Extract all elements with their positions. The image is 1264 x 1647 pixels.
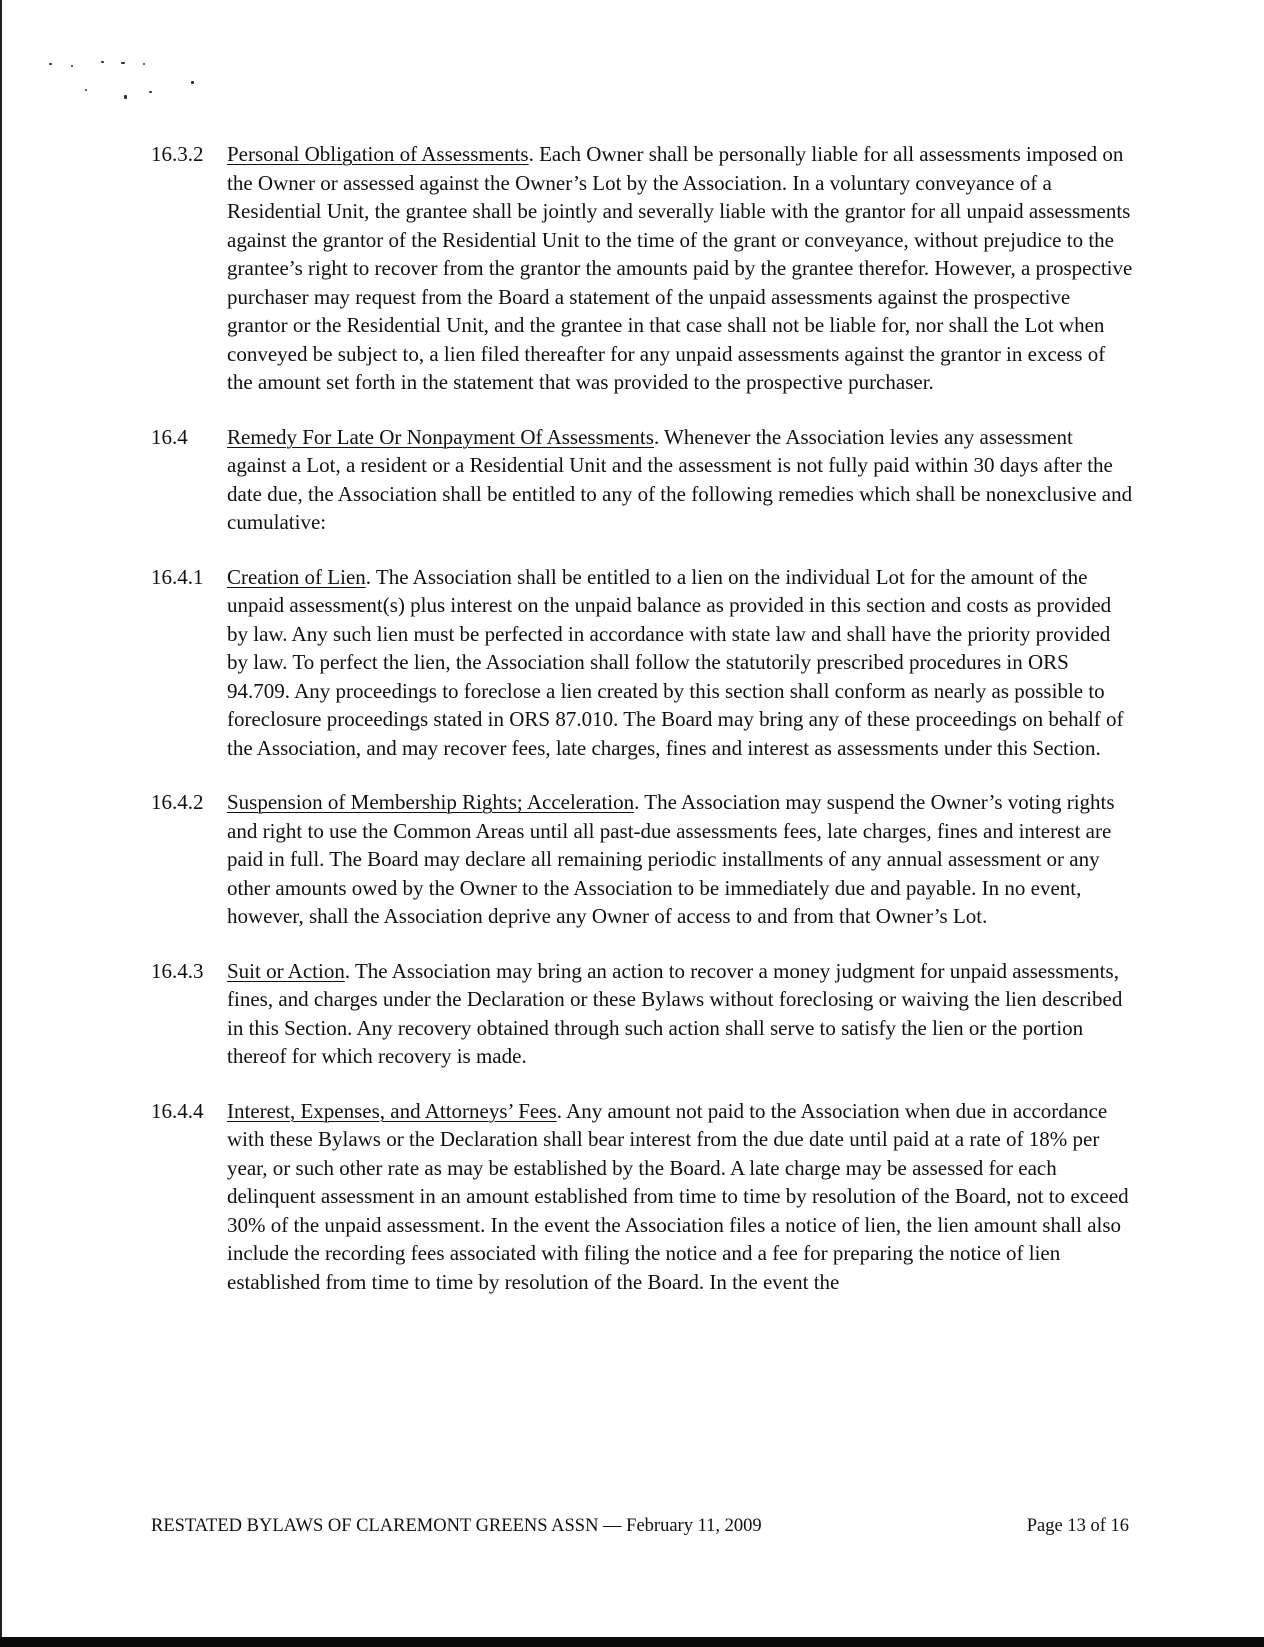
section-number: 16.4.2 — [151, 790, 204, 814]
section-title: Suit or Action — [227, 958, 345, 983]
section-16-4-4 — [151, 1097, 1136, 1297]
section-16-4-2 — [151, 788, 1136, 931]
section-text: . The Association may suspend the Owner’s voting rights and right to use the Common Areas until all past-due assessments fees, late charges, fines and interest are paid in full. The Board may declare all remaining periodic installments of any annual assessment or any other amounts owed by the Owner to the Association to be immediately due and payable. In no event, however, shall the Association deprive any Owner of access to and from that Owner’s Lot. — [227, 790, 1115, 928]
section-body — [227, 140, 1136, 397]
section-body — [227, 788, 1136, 931]
section-16-4 — [151, 423, 1136, 537]
section-number: 16.3.2 — [151, 142, 204, 166]
section-text: . Each Owner shall be personally liable for all assessments imposed on the Owner or assessed against the Owner’s Lot by the Association. In a voluntary conveyance of a Residential Unit, the grantee shall be jointly and severally liable with the grantor for all unpaid assessments against the grantor of the Residential Unit to the time of the grant or conveyance, without prejudice to the grantee’s right to recover from the grantor the amounts paid by the grantee therefor. However, a prospective purchaser may request from the Board a statement of the unpaid assessments against the prospective grantor or the Residential Unit, and the grantee in that case shall not be liable for, nor shall the Lot when conveyed be subject to, a lien filed thereafter for any unpaid assessments against the grantor in excess of the amount set forth in the statement that was provided to the prospective purchaser. — [227, 142, 1133, 394]
section-text: . Any amount not paid to the Association when due in accordance with these Bylaws or the Declaration shall bear interest from the due date until paid at a rate of 18% per year, or such other rate as may be established by the Board. A late charge may be assessed for each delinquent assessment in an amount established from time to time by resolution of the Board, not to exceed 30% of the unpaid assessment. In the event the Association files a notice of lien, the lien amount shall also include the recording fees associated with filing the notice and a fee for preparing the notice of lien established from time to time by resolution of the Board. In the event the — [227, 1098, 1129, 1294]
scan-specks — [45, 55, 215, 115]
section-title: Creation of Lien — [227, 564, 366, 589]
section-number: 16.4.3 — [151, 958, 204, 983]
bylaws-sections — [151, 140, 1136, 1322]
footer-page-number: Page 13 of 16 — [1026, 1516, 1129, 1536]
section-16-3-2 — [151, 140, 1136, 397]
section-title: Personal Obligation of Assessments — [227, 142, 529, 166]
section-title: Suspension of Membership Rights; Acceleration — [227, 790, 635, 814]
section-body — [227, 563, 1136, 763]
section-title: Interest, Expenses, and Attorneys’ Fees — [227, 1098, 557, 1123]
section-body — [227, 423, 1136, 537]
section-body — [227, 957, 1136, 1071]
section-16-4-3 — [151, 957, 1136, 1071]
footer-document-title: RESTATED BYLAWS OF CLAREMONT GREENS ASSN — February 11, 2009 — [151, 1516, 762, 1536]
section-text: . Whenever the Association levies any assessment against a Lot, a resident or a Residential Unit and the assessment is not fully paid within 30 days after the date due, the Association shall be entitled to any of the following remedies which shall be nonexclusive and cumulative: — [227, 424, 1133, 534]
scan-bottom-edge — [0, 1637, 1264, 1647]
section-title: Remedy For Late Or Nonpayment Of Assessments — [227, 424, 654, 449]
section-text: . The Association may bring an action to recover a money judgment for unpaid assessments, fines, and charges under the Declaration or these Bylaws without foreclosing or waiving the lien described in this Section. Any recovery obtained through such action shall serve to satisfy the lien or the portion thereof for which recovery is made. — [227, 958, 1123, 1068]
section-body — [227, 1097, 1136, 1297]
section-number: 16.4 — [151, 424, 188, 449]
scan-left-edge — [0, 0, 2, 1647]
section-16-4-1 — [151, 563, 1136, 763]
section-number: 16.4.4 — [151, 1098, 204, 1123]
section-text: . The Association shall be entitled to a lien on the individual Lot for the amount of the unpaid assessment(s) plus interest on the unpaid balance as provided in this section and costs as provided by law. Any such lien must be perfected in accordance with state law and shall have the priority provided by law. To perfect the lien, the Association shall follow the statutorily prescribed procedures in ORS 94.709. Any proceedings to foreclose a lien created by this section shall conform as nearly as possible to foreclosure proceedings stated in ORS 87.010. The Board may bring any of these proceedings on behalf of the Association, and may recover fees, late charges, fines and interest as assessments under this Section. — [227, 564, 1124, 760]
section-number: 16.4.1 — [151, 564, 204, 589]
